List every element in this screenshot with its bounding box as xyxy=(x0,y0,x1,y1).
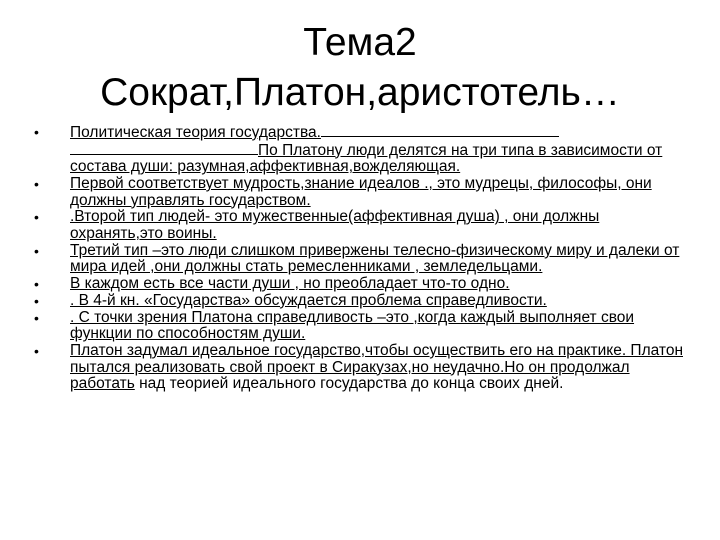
bullet-icon: • xyxy=(34,309,39,326)
bullet-text: Первой соответствует мудрость,знание идеалов ., это мудрецы, философы, они должны управлять государством. xyxy=(70,174,652,209)
bullet-text: .Второй тип людей- это мужественные(аффективная душа) , они должны охранять,это воины. xyxy=(70,208,600,242)
underline-blank xyxy=(321,124,559,137)
title-line-1: Тема2 xyxy=(303,21,417,64)
bullet-item xyxy=(34,343,684,393)
bullet-text: . С точки зрения Платона справедливость –это ,когда каждый выполняет свои функции по способностям души. xyxy=(70,308,635,343)
bullet-icon: • xyxy=(34,276,39,293)
bullet-text: Третий тип –это люди слишком привержены телесно-физическому миру и далеки от мира идей ,они должны стать ремесленниками , земледельцами. xyxy=(70,241,680,276)
bullet-icon: • xyxy=(34,124,39,140)
bullet-text: Платон задумал идеальное государство,чтобы осуществить его на практике. Платон пытался реализовать свой проект в Сиракузах,но неудачно.Но он продолжал работать xyxy=(70,342,683,393)
underline-blank xyxy=(70,142,258,155)
bullet-item xyxy=(34,243,684,276)
bullet-icon: • xyxy=(34,175,39,192)
bullet-text: Политическая теория государства. xyxy=(70,124,321,141)
bullet-list xyxy=(34,124,684,393)
bullet-item xyxy=(34,293,684,310)
bullet-text: По Платону люди делятся на три типа в зависимости от состава души: разумная,аффективная,вожделяющая. xyxy=(70,141,663,176)
bullet-text: . В 4-й кн. «Государства» обсуждается проблема справедливости. xyxy=(70,291,547,309)
bullet-icon: • xyxy=(34,209,39,226)
bullet-item xyxy=(34,310,684,343)
bullet-icon: • xyxy=(34,343,39,360)
bullet-icon: • xyxy=(34,292,39,309)
bullet-icon: • xyxy=(34,242,39,259)
bullet-item xyxy=(34,124,684,176)
bullet-item xyxy=(34,176,684,209)
bullet-item xyxy=(34,276,684,293)
bullet-item xyxy=(34,209,684,242)
bullet-text: В каждом есть все части души , но преобладает что-то одно. xyxy=(70,275,510,293)
title-line-2: Сократ,Платон,аристотель… xyxy=(100,71,620,114)
bullet-text: над теорией идеального государства до конца своих дней. xyxy=(134,375,564,393)
slide-title xyxy=(0,18,720,118)
